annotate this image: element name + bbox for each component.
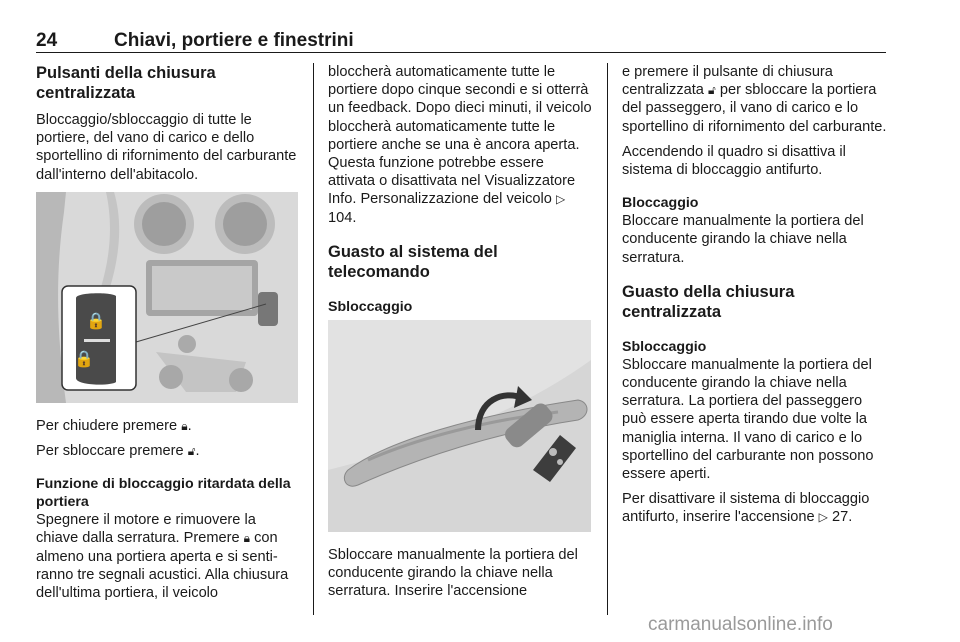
paragraph-intro: Bloccaggio/sbloccaggio di tutte le portiere, del vano di carico e dello sportellino di rifornimento del carburante dall'interno dell'abitacolo. (36, 112, 297, 183)
section-heading-central-locking-failure: Guasto della chiusura centralizzata (622, 282, 795, 321)
page-reference[interactable]: 104. (328, 209, 357, 226)
chapter-title: Chiavi, portiere e finestrini (114, 30, 354, 51)
paragraph-manual-lock: Bloccare manualmente la portiera del conducente girando la chiave nella serratura. (622, 213, 864, 266)
subheading-locking: Bloccaggio (622, 195, 699, 212)
column-3 (622, 63, 887, 534)
svg-text:🔒: 🔒 (86, 312, 106, 330)
subheading-delayed-locking: Funzione di bloccaggio ritardata della portiera (36, 476, 291, 511)
svg-text:🔒: 🔒 (74, 350, 94, 368)
paragraph-antitheft-off: Accendendo il quadro si disattiva il sistema di bloccaggio antifurto. (622, 143, 846, 179)
unlock-icon: 🔓︎ (708, 83, 716, 98)
unlock-instruction-end: . (195, 443, 200, 460)
section-heading-remote-failure: Guasto al sistema del telecomando (328, 242, 498, 281)
triangle-ref-icon: ▷ (555, 192, 566, 207)
paragraph-auto-locking: bloccherà automaticamente tutte le portiere dopo cinque secondi e si otterrà un feedback. Dopo dieci minuti, il veicolo bloccherà automaticamente tutte le portiere anche se una è ancora aperta. Questa funzione potrebbe essere attivata o disattivata nel Visualizzatore Info. Personalizzazione del veicolo (328, 64, 592, 208)
paragraph-press-button: e premere il pulsante di chiusura centralizzata (622, 64, 833, 99)
paragraph-disable-antitheft: Per disattivare il sistema di bloccaggio antifurto, inserire l'accensione (622, 491, 870, 526)
paragraph-press-button-cont: per sbloccare la portiera del passeggero, il vano di carico e lo sportellino di rifornimento del carburante. (622, 82, 887, 135)
section-heading-central-locking-buttons: Pulsanti della chiusura centralizzata (36, 64, 216, 102)
paragraph-manual-unlock-2: Sbloccare manualmente la portiera del conducente girando la chiave nella serratura. La portiera del passeggero può essere aperta tirando due volte la maniglia interna. Il vano di carico e lo sportellino del carburante non possono essere aperti. (622, 356, 874, 483)
page-reference[interactable]: 27. (831, 509, 853, 526)
subheading-unlocking-2: Sbloccaggio (622, 338, 707, 355)
figure-door-handle-key (328, 320, 591, 532)
lock-icon: 🔒︎ (181, 418, 188, 433)
column-1 (36, 63, 298, 609)
figure-dashboard-lock-buttons (36, 192, 298, 403)
paragraph-manual-unlock: Sbloccare manualmente la portiera del conducente girando la chiave nella serratura. Inserire l'accensione (328, 546, 578, 600)
lock-instruction-end: . (187, 417, 192, 434)
lock-icon: 🔒︎ (243, 531, 251, 546)
triangle-ref-icon: ▷ (818, 510, 828, 525)
paragraph-delayed-locking: Spegnere il motore e rimuovere la chiave dalla serratura. Premere (36, 512, 256, 547)
lock-instruction-label: Per chiudere premere (36, 417, 178, 434)
page-number: 24 (36, 30, 58, 51)
subheading-unlocking: Sbloccaggio (328, 298, 413, 315)
column-2 (328, 63, 593, 607)
column-divider-2 (607, 63, 608, 615)
unlock-instruction-label: Per sbloccare premere (36, 443, 184, 460)
page-header (36, 30, 886, 53)
column-divider-1 (313, 63, 314, 615)
watermark: carmanualsonline.info (648, 614, 833, 635)
paragraph-delayed-locking-cont: con almeno una portiera aperta e si sentiranno tre segnali acustici. Alla chiusura dell'ultima portiera, il veicolo (36, 530, 289, 602)
unlock-icon: 🔓︎ (187, 444, 196, 459)
